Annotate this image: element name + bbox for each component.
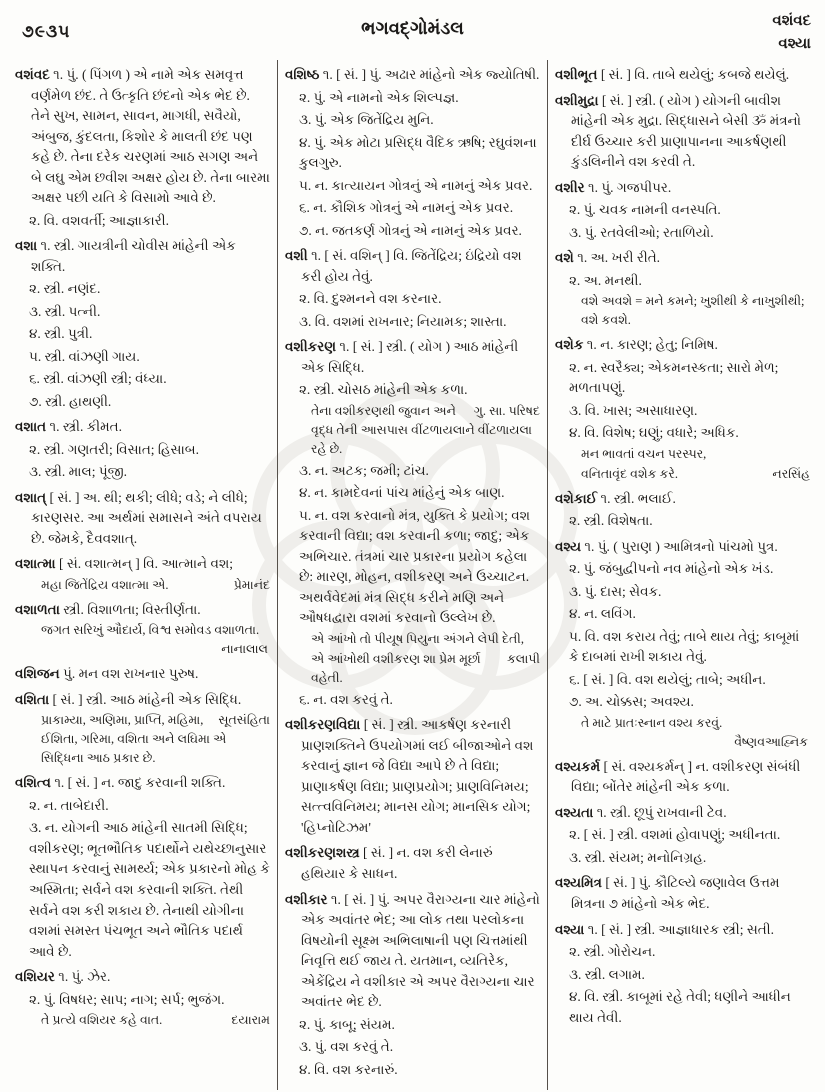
headword: વશ્ય — [555, 538, 582, 554]
entry-body-text: ૧. સ્ત્રી. ગાયત્રીની ચોવીસ માંહેની એક શક્તિ. — [31, 238, 236, 274]
dictionary-entry — [555, 335, 810, 356]
sense-line: ૩. પું. રતવેલીઓ; રતાળિયો. — [569, 224, 714, 240]
sense-line: ૨. સ્ત્રી. ગણતરી; વિસાત; હિસાબ. — [29, 441, 200, 457]
dictionary-entry — [15, 967, 270, 988]
dictionary-entry — [15, 488, 270, 550]
dictionary-entry — [15, 554, 270, 575]
dictionary-entry — [555, 920, 810, 941]
sense-line: ૨. સ્ત્રી. ગોરોચન. — [569, 944, 656, 960]
headword: વશિયર — [15, 969, 55, 985]
sense-line: ૫. ન. કાત્યાયન ગોત્રનું એ નામનું એક પ્રવર. — [299, 177, 533, 193]
headword: વશિત્વ — [15, 775, 51, 791]
citation-author: ગુ. સા. પરિષદ — [473, 403, 540, 418]
citation-author: નરસિંહ — [772, 466, 810, 481]
sense-line: ૫. વિ. વશ કરાય તેવું; તાબે થાય તેવું; કાબૂમાં કે દાબમાં રાખી શકાય તેવું. — [569, 628, 800, 665]
headword: વશ્યા — [555, 921, 585, 937]
entry-body-text: ૧. પું. ગજપીપર. — [588, 179, 672, 195]
citation-author: સૂતસંહિતા — [218, 713, 270, 728]
dictionary-entry — [285, 337, 540, 378]
sense-line: ૩. પું. દાસ; સેવક. — [569, 583, 662, 599]
entry-body-text: ૧. [ સં. ] ન. જાદુ કરવાની શક્તિ. — [54, 775, 226, 791]
headword: વશાત્મા — [15, 556, 56, 572]
headword: વશિજન — [15, 666, 60, 682]
entry-body-text: ૧. પું. ( પિંગળ ) એ નામે એક સમવૃત્ત વર્ણમેળ છંદ. તે ઉત્કૃતિ છંદનો એક ભેદ છે. તેને સુખ, સામન, સાવન, માગધી, સવૈયો, અંબુજ, કુંદલતા, કિશોર કે માલતી છંદ પણ કહે છે. તેના દરેક ચરણમાં આઠ સગણ અને બે લઘુ એમ છવીશ અક્ષર હોય છે. તેના બારમા અક્ષર પછી યતિ કે વિસામો આવે છે. — [31, 67, 270, 206]
dictionary-entry — [555, 489, 810, 510]
entry-body-text: ૧. ન. કારણ; હેતુ; નિમિષ. — [586, 337, 718, 353]
sense-line: ૨. ન. તાબેદારી. — [29, 797, 109, 813]
dictionary-entry — [555, 757, 810, 798]
entry-body-text: [ સં. ] અ. થી; થકી; લીધે; વડે; ને લીધે; કારણસર. આ અર્થમાં સમાસને અંતે વપરાય છે. જેમકે, દૈવવશાત્. — [31, 489, 262, 546]
citation-author: દયારામ — [231, 1013, 270, 1028]
sense-line: ૩. વિ. ખાસ; અસાધારણ. — [569, 402, 698, 418]
dictionary-entry — [285, 843, 540, 884]
headword: વશા — [15, 238, 38, 254]
guide-words — [772, 10, 811, 57]
headword: વશિષ્ઠ — [285, 67, 320, 82]
headword: વશીકરણવિદ્યા — [285, 717, 361, 733]
quote-line — [285, 402, 540, 459]
dictionary-entry — [285, 715, 540, 838]
entry-body-text: [ સં. વશ્યકર્મન્ ] ન. વશીકરણ સંબંધી વિદ્યા; બોંતેર માંહેની એક કળા. — [571, 758, 801, 795]
dictionary-entry — [555, 65, 810, 86]
entry-body-text: ૧. [ સં. ] સ્ત્રી. ( યોગ ) આઠ માંહેની એક સિદ્ધિ. — [301, 339, 519, 375]
entry-body-text: ૧. સ્ત્રી. કીમત. — [49, 419, 122, 435]
entry-body-text: [ સં. ] સ્ત્રી. આકર્ષણ કરનારી પ્રાણશક્તિને ઉપયોગમાં લઈ બીજાઓને વશ કરવાનું જ્ઞાન જે વિદ્યા આપે છે તે વિદ્યા; પ્રાણાકર્ષણ વિદ્યા; પ્રાણપ્રયોગ; પ્રાણવિનિમય; સત્ત્વવિનિમય; માનસ યોગ; માનસિક યોગ; 'હિપ્નોટિઝમ' — [301, 717, 534, 835]
sense-line: ૪. ન. કામદેવનાં પાંચ માંહેનું એક બાણ. — [299, 485, 505, 501]
quote-line: વશે અવશે = મને કમને; ખુશીથી કે નાખુશીથી; વશે કવશે. — [581, 294, 805, 328]
entry-body-text: ૧. [ સં. વશિન્ ] વિ. જિતેંદ્રિય; ઇંદ્રિયો વશ કરી હોય તેવું. — [301, 248, 522, 284]
sense-line: ૩. સ્ત્રી. માલ; પૂંજી. — [29, 464, 127, 480]
sense-line: ૨. પું. કાબૂ; સંયમ. — [299, 1016, 395, 1032]
text-columns — [8, 58, 817, 1090]
headword: વશીકાર — [285, 891, 328, 907]
headword: વશેકાઈ — [555, 490, 598, 506]
sense-line: ૨. સ્ત્રી. વિશેષતા. — [569, 513, 653, 529]
sense-line: ૪. વિ. સ્ત્રી. કાબૂમાં રહે તેવી; ધણીને આધીન થાય તેવી. — [569, 989, 791, 1025]
dictionary-entry — [285, 65, 540, 86]
entry-body-text: [ સં. ] સ્ત્રી. આઠ માંહેની એક સિદ્ધિ. — [52, 691, 242, 707]
sense-line: ૪. સ્ત્રી. પુત્રી. — [29, 326, 93, 342]
quote-text: મહા જિતેંદ્રિય વશાત્મા એ. — [41, 577, 169, 592]
entry-body-text: ૧. [ સં. ] પું. અપર વૈરાગ્યના ચાર માંહેનો એક અવાંતર ભેદ; આ લોક તથા પરલોકના વિષયોની સૂક્ષ્મ અભિલાષાની પણ ચિત્તમાંથી નિવૃત્તિ થઈ જાય તે. યતમાન, વ્યતિરેક, એકેંદ્રિય ને વશીકાર એ અપર વૈરાગ્યના ચાર અવાંતર ભેદ છે. — [301, 891, 540, 1010]
entry-body-text: [ સં. ] વિ. તાબે થયેલું; કબજે થયેલું. — [600, 67, 790, 82]
headword: વશીમુદ્રા — [555, 92, 599, 108]
sense-line: ૭. અ. ચોક્કસ; અવશ્ય. — [569, 694, 694, 710]
headword: વશંવદ — [15, 67, 50, 82]
sense-line: ૨. [ સં. ] સ્ત્રી. વશમાં હોવાપણું; અધીનતા. — [569, 827, 781, 843]
citation-author: વૈષ્ણવઆહ્નિક — [734, 734, 808, 749]
sense-line: ૨. પું. જંબુદ્વીપનો નવ માંહેનો એક ખંડ. — [569, 561, 774, 577]
quote-text: તેના વશીકરણથી જુવાન અને વૃદ્ધ તેની આસપાસ વીંટળાયલાને વીંટળાયલા રહે છે. — [311, 403, 532, 456]
page-number: ૭૯૩૫ — [22, 22, 71, 41]
sense-line: ૨. વિ. દુશ્મનને વશ કરનાર. — [299, 291, 442, 307]
sense-line: ૩. પું. વશ કરવું તે. — [299, 1039, 394, 1055]
entry-body-text: [ સં. ] પું. કૌટિલ્યે જણાવેલ ઉત્તમ મિત્રના ૭ માંહેનો એક ભેદ. — [571, 875, 780, 911]
dictionary-entry — [15, 664, 270, 685]
quote-text: એ આંખોથી વશીકરણ શા પ્રેમ મૂર્છા વહેતી. — [311, 651, 481, 685]
citation-author: કલાપી — [506, 651, 540, 666]
sense-line: ૫. ન. વશ કરવાનો મંત્ર, યુક્તિ કે પ્રયોગ; વશ કરવાની વિદ્યા; વશ કરવાની કળા; જાદુ; એક અભિચાર. તંત્રમાં ચાર પ્રકારના પ્રયોગ કહેલા છે: મારણ, મોહન, વશીકરણ અને ઉચ્ચાટન. અથર્વવેદમાં મંત્ર સિદ્ધ કરીને મણિ અને ઔષધદ્વારા વશમાં કરવાનો ઉલ્લેખ છે. — [299, 507, 531, 626]
quote-line: મન ભાવતાં વચન પરસ્પર, — [581, 446, 707, 461]
entry-body-text: [ સં. ] સ્ત્રી. ( યોગ ) યોગની બાવીશ માંહેની એક મુદ્રા. સિદ્ધાસને બેસી ૐ મંત્રનો દીર્ઘ ઉચ્ચાર કરી પ્રાણાપાનના આકર્ષણથી કુંડલિનીને વશ કરવી તે. — [571, 92, 801, 170]
sense-line: ૨. ન. સ્વરૈક્ય; એકમનસ્કતા; સારો મેળ; મળતાપણું. — [569, 359, 779, 396]
sense-line: ૫. સ્ત્રી. વાંઝણી ગાય. — [29, 348, 140, 364]
headword: વશ્યકર્મ — [555, 758, 601, 774]
quote-line — [15, 711, 270, 768]
sense-line: ૨. પું. એ નામનો એક શિલ્પજ્ઞ. — [299, 89, 459, 105]
headword: વશ્યતા — [555, 804, 594, 820]
sense-line: ૨. પું. ચવક નામની વનસ્પતિ. — [569, 202, 721, 218]
dictionary-entry — [555, 537, 810, 558]
dictionary-entry — [15, 236, 270, 277]
sense-line: ૬. [ સં. ] વિ. વશ થયેલું; તાબે; અધીન. — [569, 671, 766, 687]
entry-body-text: [ સં. ] ન. વશ કરી લેનારું હથિયાર કે સાધન. — [301, 845, 493, 881]
entry-body-text: ૧. સ્ત્રી. ભલાઈ. — [600, 490, 676, 506]
headword: વશીકરણ — [285, 339, 336, 355]
dictionary-entry — [555, 873, 810, 914]
dictionary-entry — [555, 91, 810, 173]
entry-body-text: પું. મન વશ રાખનાર પુરુષ. — [63, 666, 199, 682]
sense-line: ૪. પું. એક મોટા પ્રસિદ્ધ વૈદિક ઋષિ; રઘુવંશના કુલગુરુ. — [299, 134, 537, 171]
quote-line — [15, 576, 270, 595]
dictionary-entry — [285, 246, 540, 287]
headword: વશી — [285, 248, 308, 264]
page-header — [0, 8, 825, 60]
sense-line: ૪. વિ. વશ કરનારું. — [299, 1061, 398, 1077]
dictionary-entry — [15, 65, 270, 209]
sense-line: ૨. વિ. વશવર્તી; આજ્ઞાકારી. — [29, 212, 169, 228]
citation-author: નાનાલાલ — [221, 642, 268, 657]
dictionary-entry — [15, 417, 270, 438]
dictionary-entry — [555, 178, 810, 199]
headword: વશીભૂત — [555, 67, 598, 82]
sense-line: ૨. સ્ત્રી. નણંદ. — [29, 281, 101, 297]
quote-line: જગત સરિખું ઔદાર્ય, વિશ્વ સમોવડ વશાળતા. — [41, 623, 260, 638]
dictionary-entry — [555, 248, 810, 269]
entry-body-text: ૧. [ સં. ] સ્ત્રી. આજ્ઞાધારક સ્ત્રી; સતી. — [587, 921, 774, 937]
sense-line: ૭. સ્ત્રી. હાથણી. — [29, 393, 112, 409]
column-2 — [278, 58, 547, 1090]
headword: વશાત્ — [15, 489, 47, 505]
sense-line: ૩. ન. યોગની આઠ માંહેની સાતમી સિદ્ધિ; વશીકરણ; ભૂતભૌતિક પદાર્થોને યથેચ્છાનુસાર સ્થાપન કરવાનું સામર્થ્ય; એક પ્રકારનો મોહ કે અસ્મિતા; સર્વને વશ કરવાની શક્તિ. તેથી સર્વને વશ કરી શકાય છે. તેનાથી યોગીના વશમાં સમસ્ત પંચભૂત અને ભૌતિક પદાર્થ આવે છે. — [29, 820, 270, 959]
headword: વશ્યમિત્ર — [555, 875, 602, 891]
sense-line: ૨. અ. મનથી. — [569, 272, 642, 288]
book-title: ભગવદ્ગોમંડલ — [361, 18, 464, 38]
sense-line: ૪. ન. લવિંગ. — [569, 606, 636, 622]
sense-line: ૩. પું. એક જિતેંદ્રિય મુનિ. — [299, 112, 434, 128]
entry-body-text: [ સં. વશાત્મન્ ] વિ. આત્માને વશ; — [58, 556, 234, 572]
headword: વશાળતા — [15, 601, 60, 617]
guide-word-first: વશંવદ — [772, 13, 811, 29]
dictionary-entry — [15, 773, 270, 794]
sense-line: ૩. સ્ત્રી. લગામ. — [569, 966, 645, 982]
headword: વશીર — [555, 179, 585, 195]
entry-body-text: ૧. અ. ખરી રીતે. — [577, 250, 661, 266]
entry-body-text: ૧. પું. ( પુરાણ ) આમિત્રનો પાંચમો પુત્ર. — [584, 538, 778, 554]
quote-text: પ્રાકામ્યા, અણિમા, પ્રાપ્તિ, મહિમા, ઈશિતા, ગરિમા, વશિતા અને લઘિમા એ સિદ્ધિના આઠ પ્રકાર છે. — [41, 713, 227, 766]
sense-line: ૭. ન. જતકર્ણ ગોત્રનું એ નામનું એક પ્રવર. — [299, 222, 522, 238]
quote-line — [555, 465, 810, 484]
entry-body-text: ૧. સ્ત્રી. છૂપું રાખવાની ટેવ. — [596, 804, 727, 820]
headword: વશેક — [555, 337, 584, 353]
entry-body-text: ૧. પું. ઝેર. — [58, 969, 111, 985]
sense-line: ૩. સ્ત્રી. પત્ની. — [29, 303, 101, 319]
quote-text: વનિતાવૃંદ વશેક કરે. — [581, 466, 678, 481]
citation-author: પ્રેમાનંદ — [233, 577, 270, 592]
dictionary-entry — [285, 890, 540, 1013]
quote-line — [285, 650, 540, 688]
dictionary-entry — [15, 600, 270, 621]
sense-line: ૬. ન. કૌશિક ગોત્રનું એ નામનું એક પ્રવર. — [299, 200, 514, 216]
guide-word-last: વશ્યા — [778, 36, 811, 53]
quote-line: તે માટે પ્રાતઃસ્નાન વશ્ય કરવું. — [581, 715, 723, 730]
entry-body-text: સ્ત્રી. વિશાળતા; વિસ્તીર્ણતા. — [63, 601, 201, 617]
column-3 — [548, 58, 817, 1090]
entry-body-text: ૧. [ સં. ] પું. અઢાર માંહેનો એક જ્યોતિષી. — [322, 67, 540, 82]
sense-line: ૩. વિ. વશમાં રાખનાર; નિયામક; શાસ્તા. — [299, 313, 507, 329]
dictionary-entry — [15, 690, 270, 711]
sense-line: ૨. પું. વિષધર; સાપ; નાગ; સર્પ; ભુજંગ. — [29, 991, 225, 1007]
headword: વશીકરણશસ્ત્ર — [285, 845, 360, 861]
quote-line: એ આંખો તો પીયૂષ પિયુના અંગને લેપી દેતી, — [311, 631, 524, 646]
sense-line: ૬. સ્ત્રી. વાંઝણી સ્ત્રી; વંધ્યા. — [29, 371, 167, 387]
sense-line: ૩. ન. અટક; જમી; ટાંચ. — [299, 462, 429, 478]
column-1 — [8, 58, 277, 1090]
headword: વશાત — [15, 419, 47, 435]
sense-line: ૨. સ્ત્રી. ચોસઠ માંહેની એક કળા. — [299, 382, 468, 398]
sense-line: ૪. વિ. વિશેષ; ઘણું; વધારે; અધિક. — [569, 425, 739, 441]
headword: વશે — [555, 250, 574, 266]
sense-line: ૬. ન. વશ કરવું તે. — [299, 691, 393, 707]
quote-text: તે પ્રત્યે વશિયર કહે વાત. — [41, 1013, 163, 1028]
dictionary-entry — [555, 803, 810, 824]
sense-line: ૩. સ્ત્રી. સંયમ; મનોનિગ્રહ. — [569, 849, 707, 865]
quote-line — [15, 1011, 270, 1030]
headword: વશિતા — [15, 691, 50, 707]
